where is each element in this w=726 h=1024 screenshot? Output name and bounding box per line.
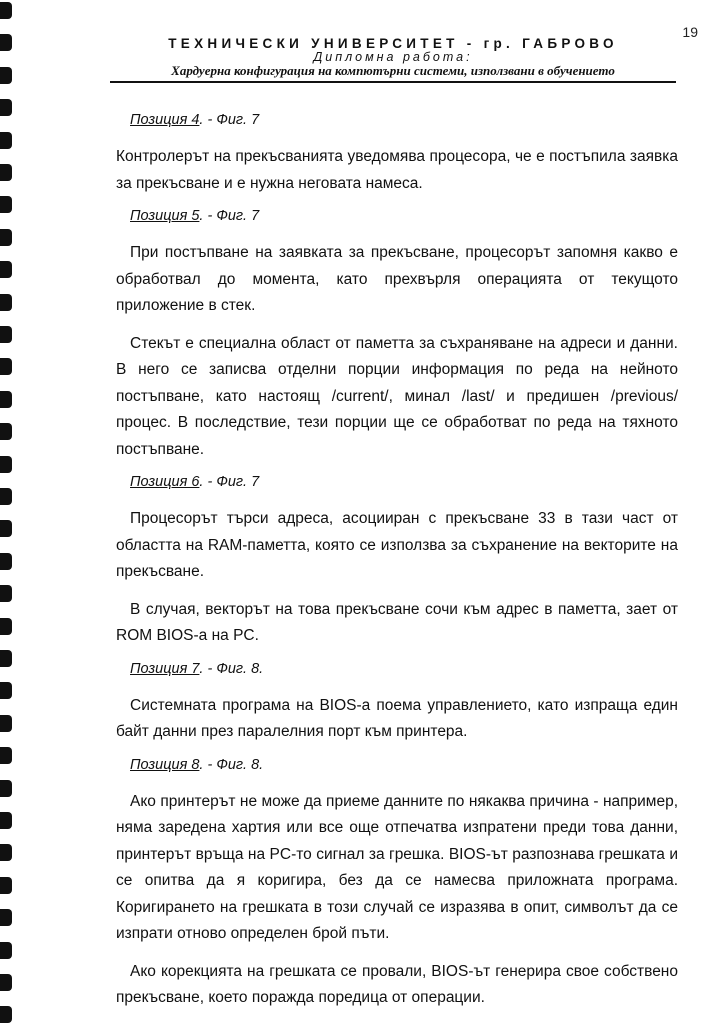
paragraph: Стекът е специална област от паметта за съхраняване на адреси и данни. В него се записва отделни порции информация по реда на нейното постъпване, като настоящ /current/, минал /last/ и предишен /previous/ процес. В последствие, тези порции ще се обработват по реда на тяхното постъпване. xyxy=(116,334,678,458)
heading-label: Позиция 6 xyxy=(130,474,200,490)
heading-figure-ref: . - Фиг. 8. xyxy=(199,660,264,677)
heading-label: Позиция 4 xyxy=(130,112,200,128)
binding-hole xyxy=(0,99,12,116)
heading-figure-ref: . - Фиг. 7 xyxy=(199,112,260,128)
heading-figure-ref: . - Фиг. 7 xyxy=(199,474,260,490)
binding-hole xyxy=(0,812,12,829)
page-number: 19 xyxy=(682,24,698,40)
binding-hole xyxy=(0,618,12,635)
section-heading xyxy=(130,661,678,683)
binding-hole xyxy=(0,1006,12,1023)
heading-label: Позиция 7 xyxy=(130,660,200,677)
paragraph: Процесорът търси адреса, асоцииран с прекъсване 33 в тази част от областта на RAM-паметта, която се използва за съхранение на векторите на прекъсване. xyxy=(116,510,678,580)
binding-hole xyxy=(0,520,12,537)
section-position-5 xyxy=(116,208,678,463)
binding-hole xyxy=(0,164,12,181)
binding-hole xyxy=(0,844,12,861)
binding-hole xyxy=(0,942,12,959)
section-position-4 xyxy=(116,112,678,197)
binding-hole xyxy=(0,2,12,19)
binding-hole xyxy=(0,553,12,570)
binding-hole xyxy=(0,747,12,764)
section-position-6 xyxy=(116,474,678,650)
paragraph: Ако корекцията на грешката се провали, BIOS-ът генерира свое собствено прекъсване, което поражда поредица от операции. xyxy=(116,962,678,1006)
header-rule xyxy=(110,81,676,83)
section-heading xyxy=(130,474,678,496)
binding-hole xyxy=(0,326,12,343)
binding-hole xyxy=(0,67,12,84)
binding-hole xyxy=(0,780,12,797)
binding-hole xyxy=(0,974,12,991)
spiral-binding xyxy=(0,0,14,1024)
section-heading xyxy=(130,112,678,134)
binding-hole xyxy=(0,650,12,667)
binding-hole xyxy=(0,132,12,149)
paragraph: В случая, векторът на това прекъсване сочи към адрес в паметта, зает от ROM BIOS-а на PC. xyxy=(116,600,678,644)
binding-hole xyxy=(0,585,12,602)
binding-hole xyxy=(0,456,12,473)
binding-hole xyxy=(0,294,12,311)
thesis-title: Хардуерна конфигурация на компютърни системи, използвани в обучението xyxy=(171,63,615,78)
page-header xyxy=(110,36,676,83)
binding-hole xyxy=(0,682,12,699)
document-type: Дипломна работа: xyxy=(313,50,473,64)
heading-figure-ref: . - Фиг. 8. xyxy=(199,756,264,773)
binding-hole xyxy=(0,877,12,894)
binding-hole xyxy=(0,423,12,440)
binding-hole xyxy=(0,391,12,408)
paragraph: Системната програма на BIOS-а поема управлението, като изпраща един байт данни през паралелния порт към принтера. xyxy=(116,696,678,740)
heading-figure-ref: . - Фиг. 7 xyxy=(199,208,260,224)
binding-hole xyxy=(0,909,12,926)
binding-hole xyxy=(0,261,12,278)
binding-hole xyxy=(0,34,12,51)
binding-hole xyxy=(0,229,12,246)
section-heading xyxy=(130,208,678,230)
heading-label: Позиция 5 xyxy=(130,208,200,224)
binding-hole xyxy=(0,715,12,732)
paragraph: Ако принтерът не може да приеме данните по някаква причина - например, няма заредена хартия или все още отпечатва изпратени преди това данни, принтерът връща на PC-то сигнал за грешка. BIOS-ът разпознава грешката и се опитва да я коригира, без да се намесва приложната програма. Коригирането на грешката в този случай се изразява в опит, символът да се изпрати отново определен брой пъти. xyxy=(116,792,678,942)
section-position-7 xyxy=(116,661,678,746)
section-heading xyxy=(130,757,678,779)
institution-name: ТЕХНИЧЕСКИ УНИВЕРСИТЕТ - гр. ГАБРОВО xyxy=(168,36,618,51)
heading-label: Позиция 8 xyxy=(130,756,200,773)
section-position-8 xyxy=(116,757,678,1012)
binding-hole xyxy=(0,196,12,213)
paragraph: Контролерът на прекъсванията уведомява процесора, че е постъпила заявка за прекъсване и е нужна неговата намеса. xyxy=(116,148,678,192)
paragraph: При постъпване на заявката за прекъсване, процесорът запомня какво е обработвал до момента, като прехвърля операцията от текущото приложение в стек. xyxy=(116,244,678,314)
binding-hole xyxy=(0,358,12,375)
document-body xyxy=(116,112,678,1023)
binding-hole xyxy=(0,488,12,505)
